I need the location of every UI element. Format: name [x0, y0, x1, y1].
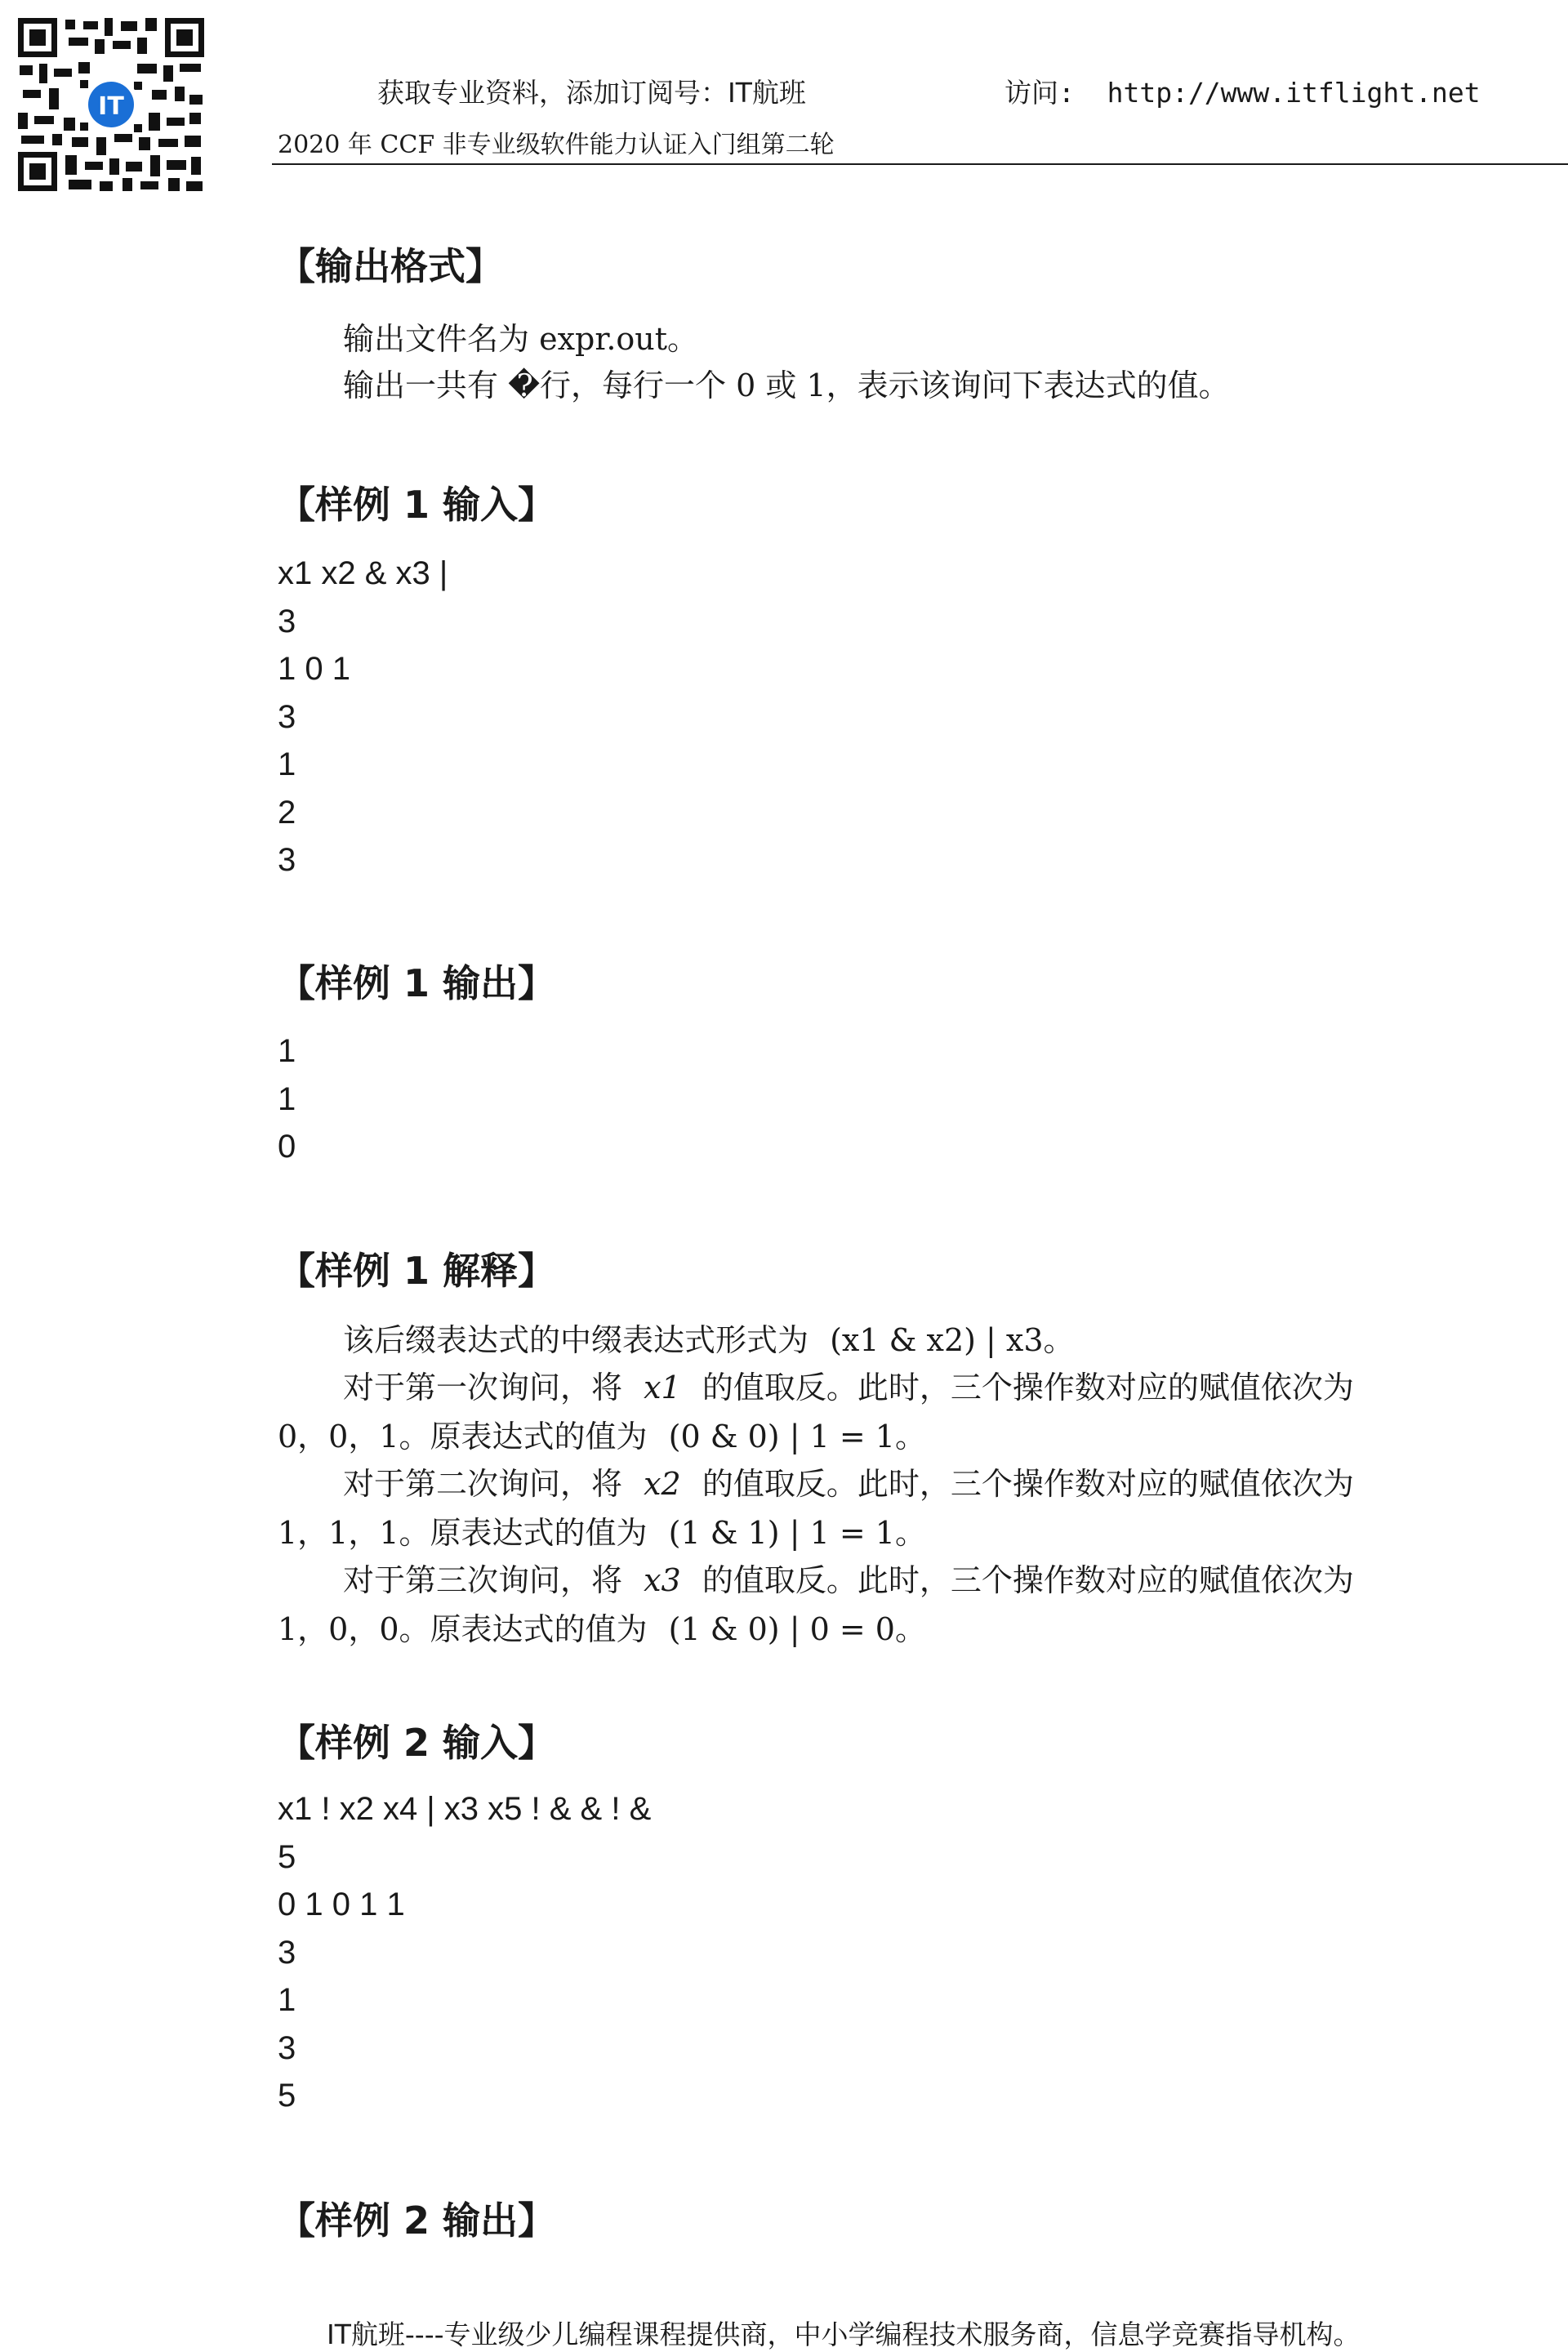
- query-variable: x3: [644, 1562, 681, 1598]
- sample1-output-line: 1: [278, 1080, 296, 1117]
- sample2-input-line: x1 ! x2 x4 | x3 x5 ! & & ! &: [278, 1791, 652, 1827]
- sample1-input-line: 3: [278, 698, 296, 735]
- output-format-heading: 【输出格式】: [278, 244, 503, 288]
- query-variable: x1: [644, 1370, 681, 1405]
- query-values: 1，0，0。: [278, 1611, 430, 1647]
- explain-intro-expr: (x1 & x2) | x3: [830, 1322, 1044, 1358]
- explain-query2-line2: [278, 1508, 926, 1552]
- sample1-output-heading: 【样例 1 输出】: [278, 961, 556, 1005]
- explain-intro: 该后缀表达式的中缀表达式形式为 (x1 & x2) | x3。: [343, 1322, 1075, 1358]
- query-result: (1 & 1) | 1 = 1。: [668, 1515, 926, 1551]
- explain-query3-line1: [343, 1555, 1354, 1600]
- document-title: 2020 年 CCF 非专业级软件能力认证入门组第二轮: [278, 131, 835, 159]
- sample2-input-line: 0 1 0 1 1: [278, 1886, 405, 1922]
- result-prefix: 原表达式的值为: [430, 1419, 648, 1454]
- query-prefix: 对于第一次询问，将: [343, 1370, 623, 1405]
- sample2-input-line: 3: [278, 2029, 296, 2066]
- sample1-input-line: 2: [278, 794, 296, 831]
- query-result: (0 & 0) | 1 = 1。: [668, 1419, 926, 1454]
- query-values: 1，1，1。: [278, 1515, 430, 1551]
- query-variable: x2: [644, 1466, 681, 1502]
- query-values: 0，0，1。: [278, 1419, 430, 1454]
- sample1-input-line: 1 0 1: [278, 651, 350, 687]
- sample2-input-line: 5: [278, 1838, 296, 1875]
- sample2-output-heading: 【样例 2 输出】: [278, 2198, 556, 2243]
- sample2-input-line: 5: [278, 2078, 296, 2114]
- sample1-output-line: 1: [278, 1033, 296, 1069]
- header-visit-link[interactable]: 访问: http://www.itflight.net: [1004, 77, 1481, 109]
- header-divider: [272, 163, 1568, 165]
- query-suffix: 的值取反。此时，三个操作数对应的赋值依次为: [702, 1562, 1354, 1598]
- footer-text: IT航班----专业级少儿编程课程提供商，中小学编程技术服务商，信息学竞赛指导机构。: [327, 2319, 1361, 2350]
- sample2-input-line: 3: [278, 1934, 296, 1971]
- explain-query3-line2: [278, 1604, 926, 1649]
- query-result: (1 & 0) | 0 = 0。: [668, 1611, 926, 1647]
- query-prefix: 对于第二次询问，将: [343, 1466, 623, 1502]
- sample1-explain-heading: 【样例 1 解释】: [278, 1249, 556, 1293]
- header-promo-text: 获取专业资料，添加订阅号：IT航班: [377, 77, 806, 109]
- sample1-input-block: [278, 550, 448, 884]
- output-format-line2: 输出一共有 �行，每行一个 0 或 1，表示该询问下表达式的值。: [343, 368, 1230, 403]
- sample1-input-line: x1 x2 & x3 |: [278, 555, 448, 591]
- sample2-input-block: [278, 1785, 651, 2120]
- explain-query2-line1: [343, 1459, 1354, 1503]
- sample1-input-line: 3: [278, 842, 296, 878]
- sample1-output-line: 0: [278, 1129, 296, 1165]
- sample1-input-heading: 【样例 1 输入】: [278, 483, 556, 527]
- sample2-input-heading: 【样例 2 输入】: [278, 1721, 556, 1765]
- sample1-output-block: [278, 1027, 296, 1171]
- sample1-input-line: 3: [278, 603, 296, 639]
- result-prefix: 原表达式的值为: [430, 1515, 648, 1551]
- explain-intro-text: 该后缀表达式的中缀表达式形式为: [343, 1322, 809, 1358]
- explain-query1-line1: [343, 1362, 1354, 1407]
- explain-query1-line2: [278, 1411, 926, 1456]
- qr-code-image: [15, 15, 207, 194]
- query-suffix: 的值取反。此时，三个操作数对应的赋值依次为: [702, 1370, 1354, 1405]
- output-format-line1: 输出文件名为 expr.out。: [343, 321, 699, 357]
- result-prefix: 原表达式的值为: [430, 1611, 648, 1647]
- query-prefix: 对于第三次询问，将: [343, 1562, 623, 1598]
- sample1-input-line: 1: [278, 746, 296, 782]
- query-suffix: 的值取反。此时，三个操作数对应的赋值依次为: [702, 1466, 1354, 1502]
- sample2-input-line: 1: [278, 1982, 296, 2018]
- qr-logo-text: IT: [98, 92, 124, 121]
